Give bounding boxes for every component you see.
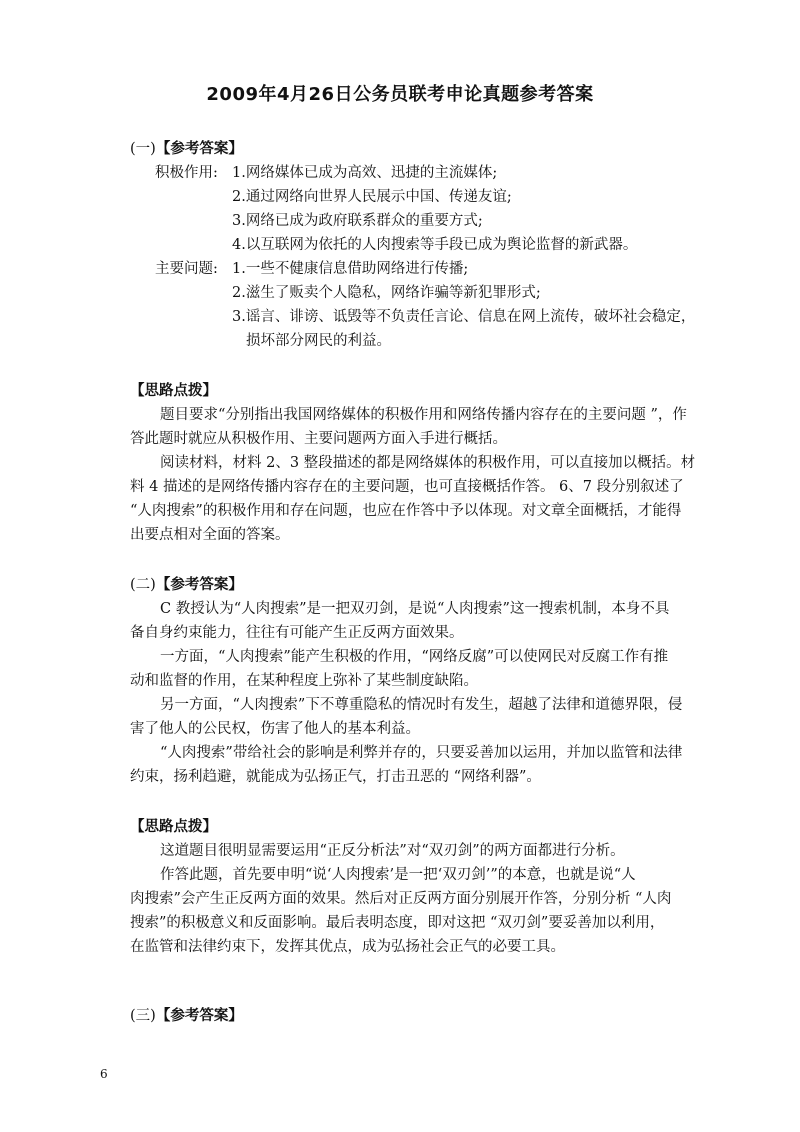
section-2-prefix: (二): [130, 577, 156, 593]
section-2-heading: 【参考答案】: [155, 577, 243, 593]
section-3-prefix: (三): [130, 1008, 156, 1024]
analysis-2-line: 在监管和法律约束下，发挥其优点，成为弘扬社会正气的必要工具。: [130, 939, 565, 955]
positive-item: 2.通过网络向世界人民展示中国、传递友谊;: [232, 189, 512, 205]
positive-item: 4.以互联网为依托的人肉搜索等手段已成为舆论监督的新武器。: [232, 237, 638, 253]
section-2-line: 害了他人的公民权，伤害了他人的基本利益。: [130, 721, 420, 737]
section-2-line: 备自身约束能力，往往有可能产生正反两方面效果。: [130, 625, 464, 641]
problem-label: 主要问题:: [155, 261, 218, 277]
analysis-1-line: 出要点相对全面的答案。: [130, 527, 290, 543]
analysis-1-line: 料 4 描述的是网络传播内容存在的主要问题，也可直接概括作答。 6、7 段分别叙述了: [130, 479, 684, 495]
analysis-1-line: 阅读材料，材料 2、3 整段描述的都是网络媒体的积极作用，可以直接加以概括。材: [160, 455, 696, 471]
section-2-line: 约束，扬利趋避，就能成为弘扬正气，打击丑恶的 “网络利器”。: [130, 769, 541, 785]
positive-item: 1.网络媒体已成为高效、迅捷的主流媒体;: [232, 165, 498, 181]
analysis-2-line: 这道题目很明显需要运用“正反分析法”对“双刃剑”的两方面都进行分析。: [160, 843, 625, 859]
page-title: 2009年4月26日公务员联考申论真题参考答案: [206, 84, 594, 105]
analysis-2-line: 肉搜索”会产生正反两方面的效果。然后对正反两方面分别展开作答，分别分析 “人肉: [130, 891, 672, 907]
section-2-line: 另一方面，“人肉搜索”下不尊重隐私的情况时有发生，超越了法律和道德界限，侵: [160, 697, 683, 713]
problem-item-continuation: 损坏部分网民的利益。: [246, 333, 391, 349]
section-1-prefix: (一): [130, 141, 156, 157]
analysis-2-line: 作答此题，首先要申明“说‘人肉搜索’是一把‘双刃剑’”的本意，也就是说“人: [160, 867, 636, 883]
positive-item: 3.网络已成为政府联系群众的重要方式;: [232, 213, 483, 229]
section-3-header: [130, 1006, 243, 1026]
section-2-line: 动和监督的作用，在某种程度上弥补了某些制度缺陷。: [130, 673, 478, 689]
analysis-1-line: 答此题时就应从积极作用、主要问题两方面入手进行概括。: [130, 431, 507, 447]
section-3-heading: 【参考答案】: [155, 1008, 243, 1024]
section-2-header: [130, 575, 243, 595]
section-2-line: 一方面，“人肉搜索”能产生积极的作用，“网络反腐”可以使网民对反腐工作有推: [160, 649, 669, 665]
page-number: 6: [100, 1067, 108, 1081]
analysis-1-line: “人肉搜索”的积极作用和存在问题，也应在作答中予以体现。对文章全面概括，才能得: [130, 503, 682, 519]
section-1-header: [130, 139, 243, 159]
positive-label: 积极作用:: [155, 165, 218, 181]
problem-item: 3.谣言、诽谤、诋毁等不负责任言论、信息在网上流传，破坏社会稳定，: [232, 309, 696, 325]
analysis-1-heading: 【思路点拨】: [130, 383, 217, 399]
analysis-1-line: 题目要求“分别指出我国网络媒体的积极作用和网络传播内容存在的主要问题 ”，作: [160, 407, 687, 423]
section-2-line: C 教授认为“人肉搜索”是一把双刃剑，是说“人肉搜索”这一搜索机制，本身不具: [160, 601, 670, 617]
analysis-2-heading: 【思路点拨】: [130, 819, 217, 835]
problem-item: 1.一些不健康信息借助网络进行传播;: [232, 261, 469, 277]
section-2-line: “人肉搜索”带给社会的影响是利弊并存的，只要妥善加以运用，并加以监管和法律: [160, 745, 683, 761]
problem-item: 2.滋生了贩卖个人隐私，网络诈骗等新犯罪形式;: [232, 285, 541, 301]
section-1-heading: 【参考答案】: [155, 141, 243, 157]
analysis-2-line: 搜索”的积极意义和反面影响。最后表明态度，即对这把 “双刃剑”要妥善加以利用，: [130, 915, 665, 931]
